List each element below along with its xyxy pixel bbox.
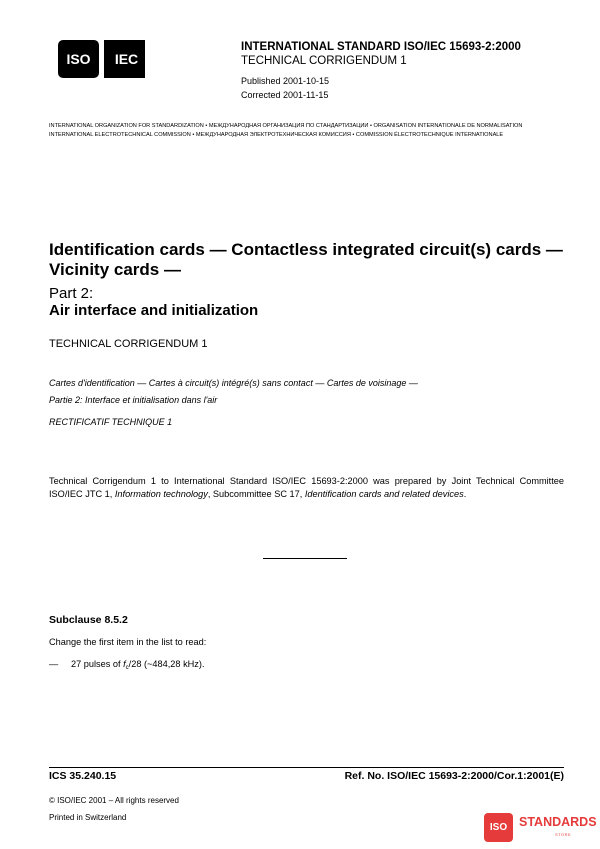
organizations-line-1: INTERNATIONAL ORGANIZATION FOR STANDARDIZATION • МЕЖДУНАРОДНАЯ ОРГАНИЗАЦИЯ ПО СТАНДАРТИЗАЦИИ • ORGANISATION INTERNATIONALE DE NORMALISATION (49, 123, 523, 129)
published-date: Published 2001-10-15 (241, 76, 330, 86)
corrected-date: Corrected 2001-11-15 (241, 90, 329, 100)
intro-paragraph (49, 475, 564, 501)
part-label: Part 2: (49, 285, 94, 302)
section-divider (263, 558, 347, 559)
document-title (49, 240, 569, 280)
iso-logo-text: ISO (66, 51, 91, 67)
iec-logo-text: IEC (114, 51, 139, 67)
printed-notice: Printed in Switzerland (49, 813, 127, 822)
organizations-line-2: INTERNATIONAL ELECTROTECHNICAL COMMISSION • МЕЖДУНАРОДНАЯ ЭЛЕКТРОТЕХНИЧЕСКАЯ КОМИССИЯ • COMMISSION ÉLECTROTECHNIQUE INTERNATIONALE (49, 132, 504, 138)
corrigendum-label: TECHNICAL CORRIGENDUM 1 (49, 338, 208, 350)
change-instruction: Change the first item in the list to read: (49, 637, 207, 647)
list-item-subscript: c (125, 665, 129, 671)
standard-subtitle: TECHNICAL CORRIGENDUM 1 (241, 55, 407, 67)
intro-text-1: Technical Corrigendum 1 to International Standard ISO/IEC 15693-2:2000 was prepared by Joint Technical Committee ISO/IEC JTC 1, (49, 476, 564, 499)
intro-text-3: . (463, 489, 467, 499)
french-title: Cartes d'identification — Cartes à circuit(s) intégré(s) sans contact — Cartes de voisinage — (49, 378, 418, 388)
iso-store-logo-text: ISO (489, 822, 508, 833)
iec-logo (104, 40, 145, 78)
footer-divider (49, 767, 564, 768)
intro-text-2: , Subcommittee SC 17, (207, 489, 305, 499)
store-badge-small: STORE (555, 832, 572, 837)
intro-italic-1: Information technology (114, 489, 208, 499)
iso-store-logo (484, 813, 513, 842)
list-item-suffix: /28 (~484,28 kHz). (128, 659, 205, 669)
standard-title: INTERNATIONAL STANDARD ISO/IEC 15693-2:2000 (241, 41, 521, 53)
reference-number: Ref. No. ISO/IEC 15693-2:2000/Cor.1:2001(E) (344, 770, 564, 782)
french-rectificatif: RECTIFICATIF TECHNIQUE 1 (49, 417, 173, 427)
document-title-line-1: Identification cards — Contactless integrated circuit(s) cards — (49, 240, 563, 259)
list-item-variable: f (123, 659, 126, 669)
list-item-prefix: 27 pulses of (71, 659, 124, 669)
french-part: Partie 2: Interface et initialisation dans l'air (49, 395, 218, 405)
copyright-notice: © ISO/IEC 2001 – All rights reserved (49, 796, 179, 805)
document-title-line-2: Vicinity cards — (49, 260, 181, 279)
organizations-block (49, 122, 564, 140)
list-item-dash: — (49, 659, 59, 669)
part-title: Air interface and initialization (49, 302, 259, 319)
iso-logo (58, 40, 99, 78)
list-item (49, 659, 205, 671)
store-badge-label: STANDARDS (519, 815, 597, 829)
intro-italic-2: Identification cards and related devices (304, 489, 464, 499)
ics-code: ICS 35.240.15 (49, 770, 117, 782)
subclause-heading: Subclause 8.5.2 (49, 614, 128, 626)
